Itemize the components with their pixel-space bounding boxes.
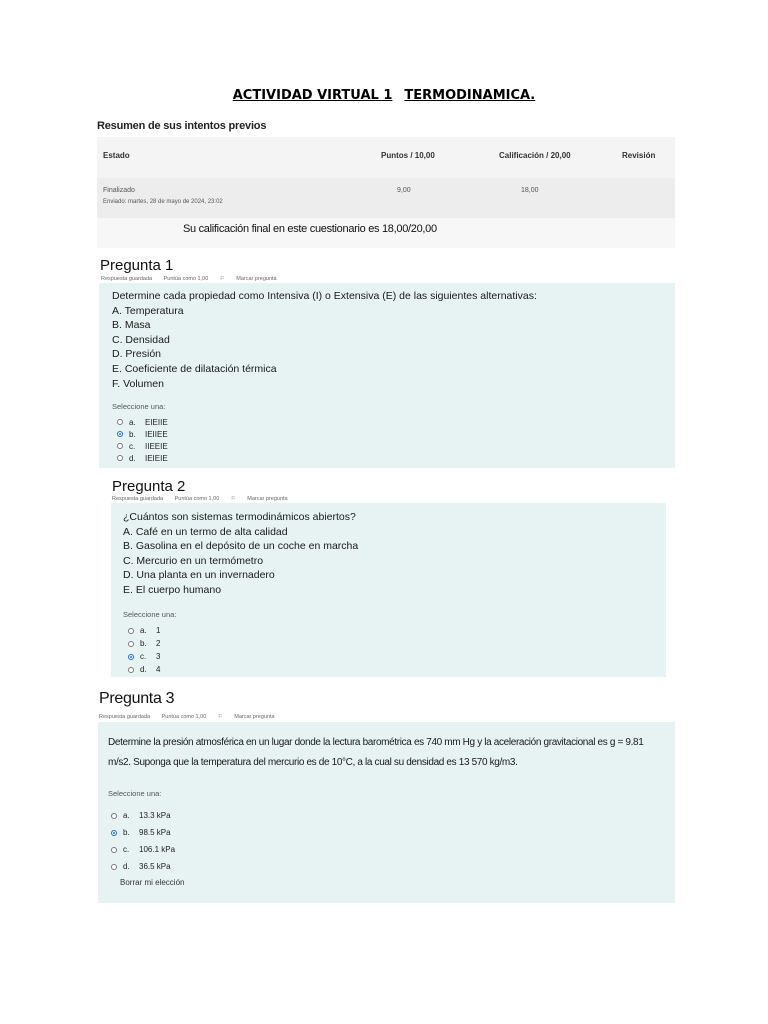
final-grade-text: Su calificación final en este cuestionario es 18,00/20,00 <box>183 223 437 235</box>
radio-button[interactable] <box>111 813 117 819</box>
radio-button[interactable] <box>117 419 123 425</box>
clear-choice-link[interactable]: Borrar mi elección <box>120 878 185 887</box>
option-letter: d. <box>123 862 130 871</box>
flag-question-label: Marcar pregunta <box>234 714 275 720</box>
radio-button[interactable] <box>117 443 123 449</box>
flag-question-button[interactable] <box>218 714 285 720</box>
answer-option-b[interactable] <box>128 637 160 650</box>
radio-button[interactable] <box>128 667 134 673</box>
column-header-points: Puntos / 10,00 <box>381 151 435 160</box>
flag-question-label: Marcar pregunta <box>247 496 288 502</box>
radio-button[interactable] <box>128 628 134 634</box>
option-text: IEIIEE <box>145 429 168 439</box>
attempt-points: 9,00 <box>397 187 411 194</box>
radio-button[interactable] <box>128 641 134 647</box>
document-title <box>0 88 768 103</box>
option-letter: a. <box>123 811 130 820</box>
document-title-left: ACTIVIDAD VIRTUAL 1 <box>232 88 393 103</box>
question-2-line: D. Una planta en un invernadero <box>123 569 275 582</box>
question-3-saved-status: Respuesta guardada <box>99 714 151 720</box>
option-letter: a. <box>129 417 136 427</box>
option-letter: b. <box>140 639 147 648</box>
option-letter: a. <box>140 626 147 635</box>
answer-option-b[interactable] <box>111 824 175 841</box>
question-2-box <box>111 503 666 677</box>
answer-option-a[interactable] <box>117 416 168 428</box>
attempts-summary <box>97 116 675 248</box>
answer-option-c[interactable] <box>117 440 168 452</box>
question-1-saved-status: Respuesta guardada <box>101 276 153 282</box>
question-2-title: Pregunta 2 <box>112 478 186 495</box>
question-1-line: B. Masa <box>112 319 151 332</box>
question-1-options <box>117 416 168 464</box>
flag-icon: ⚐ <box>230 496 238 502</box>
question-2-text <box>123 510 358 598</box>
question-1-meta <box>101 276 297 282</box>
option-letter: d. <box>129 453 136 463</box>
flag-icon: ⚐ <box>217 714 225 720</box>
answer-option-d[interactable] <box>117 452 168 464</box>
option-letter: d. <box>140 665 147 674</box>
question-1-line: Determine cada propiedad como Intensiva (I) o Extensiva (E) de las siguientes alternativas: <box>112 290 537 302</box>
answer-option-a[interactable] <box>128 624 160 637</box>
radio-button[interactable] <box>117 455 123 461</box>
option-letter: c. <box>129 441 136 451</box>
option-text: 106.1 kPa <box>139 845 176 854</box>
option-text: IIEEIE <box>145 441 168 451</box>
question-2-line: B. Gasolina en el depósito de un coche en marcha <box>123 540 359 553</box>
option-text: 1 <box>156 626 161 635</box>
option-text: 2 <box>156 639 161 648</box>
question-2-options <box>128 624 160 676</box>
table-row <box>97 178 675 218</box>
question-2-score: Puntúa como 1,00 <box>174 496 220 502</box>
question-1-box <box>99 283 675 468</box>
answer-option-a[interactable] <box>111 807 175 824</box>
attempt-sent-date: Enviado: martes, 28 de mayo de 2024, 23:02 <box>103 199 223 205</box>
question-2-meta <box>112 496 308 502</box>
question-3-box <box>98 722 675 903</box>
flag-icon: ⚐ <box>219 276 227 282</box>
question-3-select-label: Seleccione una: <box>108 789 162 798</box>
question-1-line: D. Presión <box>112 348 162 361</box>
summary-heading: Resumen de sus intentos previos <box>97 120 267 132</box>
option-text: 13.3 kPa <box>139 811 171 820</box>
attempt-grade: 18,00 <box>521 187 539 194</box>
question-3-title: Pregunta 3 <box>99 690 175 707</box>
question-1-line: E. Coeficiente de dilatación térmica <box>112 362 277 375</box>
radio-button[interactable] <box>111 864 117 870</box>
summary-table-header <box>97 137 675 179</box>
question-3-options <box>111 807 175 875</box>
question-2-line: C. Mercurio en un termómetro <box>123 554 264 567</box>
question-1-line: A. Temperatura <box>112 304 184 317</box>
final-grade-box <box>97 218 675 248</box>
question-3-meta <box>99 714 295 720</box>
radio-button-selected[interactable] <box>128 654 134 660</box>
option-letter: c. <box>123 845 130 854</box>
option-text: EIEIIE <box>145 417 168 427</box>
question-2-line: E. El cuerpo humano <box>123 583 222 596</box>
column-header-grade: Calificación / 20,00 <box>499 151 571 160</box>
answer-option-d[interactable] <box>128 663 160 676</box>
radio-button[interactable] <box>111 847 117 853</box>
option-text: 36.5 kPa <box>139 862 171 871</box>
option-letter: b. <box>129 429 136 439</box>
question-1-text <box>112 289 537 391</box>
question-1-title: Pregunta 1 <box>100 257 174 274</box>
question-3-line: Determine la presión atmosférica en un lugar donde la lectura barométrica es 740 mm Hg y la aceleración gravitacional es g = 9.81 <box>108 737 644 748</box>
answer-option-d[interactable] <box>111 858 175 875</box>
option-text: 98.5 kPa <box>139 828 171 837</box>
question-3-score: Puntúa como 1,00 <box>161 714 207 720</box>
question-3-text <box>108 733 673 773</box>
question-3-line: m/s2. Suponga que la temperatura del mercurio es de 10°C, a la cual su densidad es 13 570 kg/m3. <box>108 757 518 768</box>
option-text: IEIEIE <box>145 453 168 463</box>
flag-question-button[interactable] <box>220 276 287 282</box>
option-text: 4 <box>156 665 161 674</box>
document-title-right: TERMODINAMICA. <box>404 88 536 103</box>
attempt-status: Finalizado <box>103 187 135 194</box>
radio-button-selected[interactable] <box>117 431 123 437</box>
answer-option-b[interactable] <box>117 428 168 440</box>
question-1-line: F. Volumen <box>112 377 164 390</box>
question-2-saved-status: Respuesta guardada <box>112 496 164 502</box>
option-text: 3 <box>156 652 161 661</box>
column-header-review: Revisión <box>622 151 656 160</box>
question-1-score: Puntúa como 1,00 <box>163 276 209 282</box>
answer-option-c[interactable] <box>128 650 160 663</box>
column-header-status: Estado <box>103 151 130 160</box>
option-letter: b. <box>123 828 130 837</box>
flag-question-label: Marcar pregunta <box>236 276 277 282</box>
question-2-line: ¿Cuántos son sistemas termodinámicos abiertos? <box>123 511 356 523</box>
question-1-select-label: Seleccione una: <box>112 402 166 411</box>
flag-question-button[interactable] <box>231 496 298 502</box>
question-1-line: C. Densidad <box>112 333 170 346</box>
answer-option-c[interactable] <box>111 841 175 858</box>
option-letter: c. <box>140 652 147 661</box>
radio-button-selected[interactable] <box>111 830 117 836</box>
question-2-select-label: Seleccione una: <box>123 610 177 619</box>
question-2-line: A. Café en un termo de alta calidad <box>123 525 288 538</box>
